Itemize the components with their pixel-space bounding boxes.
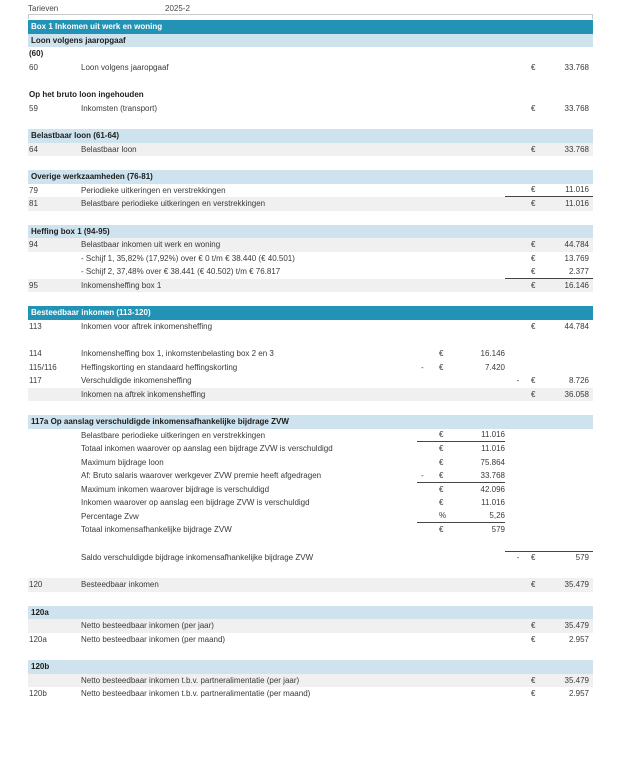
table-row bbox=[28, 88, 593, 102]
mid-currency-symbol: € bbox=[439, 470, 444, 480]
table-row bbox=[28, 184, 593, 198]
spacer-row bbox=[28, 211, 593, 225]
mid-amount-group bbox=[417, 429, 505, 443]
table-row bbox=[28, 102, 593, 116]
right-value: 35.479 bbox=[564, 621, 589, 631]
row-label: Maximum bijdrage loon bbox=[81, 457, 164, 467]
mid-amount-group bbox=[417, 238, 505, 252]
table-row bbox=[28, 429, 593, 443]
section-header bbox=[28, 306, 593, 320]
mid-currency-symbol: € bbox=[439, 362, 444, 372]
mid-value: 75.864 bbox=[480, 457, 505, 467]
right-amount-group bbox=[505, 61, 593, 75]
table-row bbox=[28, 456, 593, 470]
table-row bbox=[28, 252, 593, 266]
row-label: (60) bbox=[29, 49, 44, 59]
right-amount-group bbox=[505, 238, 593, 252]
right-value: 2.957 bbox=[568, 634, 589, 644]
right-value: 33.768 bbox=[564, 144, 589, 154]
row-label: Af: Bruto salaris waarover werkgever ZVW premie heeft afgedragen bbox=[81, 471, 322, 481]
mid-amount-group bbox=[417, 143, 505, 157]
mid-currency-symbol: € bbox=[439, 444, 444, 454]
mid-amount-group bbox=[417, 102, 505, 116]
right-amount-group bbox=[505, 252, 593, 266]
mid-amount-group bbox=[417, 510, 505, 524]
row-label: Heffingskorting en standaard heffingskorting bbox=[81, 362, 238, 372]
row-code: 79 bbox=[29, 185, 38, 195]
mid-amount-group bbox=[417, 456, 505, 470]
right-amount-group bbox=[505, 483, 593, 497]
row-code: 114 bbox=[29, 349, 42, 359]
right-currency-symbol: € bbox=[531, 280, 536, 290]
mid-currency-symbol: € bbox=[439, 457, 444, 467]
spacer-row bbox=[28, 74, 593, 88]
row-label: Inkomen na aftrek inkomensheffing bbox=[81, 389, 206, 399]
subsection-header bbox=[28, 606, 593, 620]
tariff-label: Tarieven bbox=[28, 4, 59, 13]
right-amount-group bbox=[505, 361, 593, 375]
row-code: 117 bbox=[29, 376, 42, 386]
subsection-header bbox=[28, 660, 593, 674]
mid-amount-group bbox=[417, 361, 505, 375]
mid-amount-group bbox=[417, 496, 505, 510]
right-value: 36.058 bbox=[564, 389, 589, 399]
right-currency-symbol: € bbox=[531, 103, 536, 113]
table-row bbox=[28, 687, 593, 701]
row-code: 120a bbox=[29, 634, 47, 644]
spacer-row bbox=[28, 292, 593, 306]
row-label: Besteedbaar inkomen bbox=[81, 580, 159, 590]
subsection-header bbox=[28, 34, 593, 48]
mid-amount-group bbox=[417, 374, 505, 388]
row-code: 95 bbox=[29, 280, 38, 290]
right-amount-group bbox=[505, 388, 593, 402]
right-value: 35.479 bbox=[564, 675, 589, 685]
subsection-header bbox=[28, 170, 593, 184]
row-label: Inkomen waarover op aanslag een bijdrage ZVW is verschuldigd bbox=[81, 498, 310, 508]
mid-currency-symbol: € bbox=[439, 484, 444, 494]
section-title: Belastbaar loon (61-64) bbox=[31, 131, 120, 141]
mid-amount-group bbox=[417, 551, 505, 565]
right-amount-group bbox=[505, 429, 593, 443]
row-label: Netto besteedbaar inkomen t.b.v. partneralimentatie (per jaar) bbox=[81, 675, 300, 685]
mid-amount-group bbox=[417, 633, 505, 647]
right-amount-group bbox=[505, 102, 593, 116]
row-label: Maximum inkomen waarover bijdrage is verschuldigd bbox=[81, 484, 270, 494]
right-currency-symbol: € bbox=[531, 185, 536, 195]
spacer-row bbox=[28, 401, 593, 415]
section-title: 117a Op aanslag verschuldigde inkomensafhankelijke bijdrage ZVW bbox=[31, 417, 289, 427]
right-value: 8.726 bbox=[568, 376, 589, 386]
table-row bbox=[28, 374, 593, 388]
right-value: 13.769 bbox=[564, 253, 589, 263]
section-title: Box 1 Inkomen uit werk en woning bbox=[31, 22, 163, 32]
mid-amount-group bbox=[417, 687, 505, 701]
right-value: 11.016 bbox=[565, 199, 589, 209]
mid-value: 5,26 bbox=[489, 511, 505, 521]
section-title: 120a bbox=[31, 607, 49, 617]
table-row bbox=[28, 320, 593, 334]
mid-amount-group bbox=[417, 184, 505, 198]
mid-currency-symbol: % bbox=[439, 511, 447, 521]
mid-amount-group bbox=[417, 483, 505, 497]
section-title: Besteedbaar inkomen (113-120) bbox=[31, 308, 151, 318]
table-row bbox=[28, 510, 593, 524]
right-amount-group bbox=[505, 674, 593, 688]
right-amount-group bbox=[505, 320, 593, 334]
mid-amount-group bbox=[417, 47, 505, 61]
mid-amount-group bbox=[417, 88, 505, 102]
mid-amount-group bbox=[417, 197, 505, 211]
section-header bbox=[28, 20, 593, 34]
right-value: 11.016 bbox=[565, 185, 589, 195]
row-label: Verschuldigde inkomensheffing bbox=[81, 376, 192, 386]
table-row bbox=[28, 143, 593, 157]
right-amount-group bbox=[505, 88, 593, 102]
section-title: Overige werkzaamheden (76-81) bbox=[31, 172, 153, 182]
table-row bbox=[28, 47, 593, 61]
table-row bbox=[28, 197, 593, 211]
table-row bbox=[28, 61, 593, 75]
row-label: Inkomsten (transport) bbox=[81, 103, 158, 113]
right-currency-symbol: € bbox=[531, 62, 536, 72]
subsection-header bbox=[28, 129, 593, 143]
row-label: - Schijf 2, 37,48% over € 38.441 (€ 40.502) t/m € 76.817 bbox=[81, 267, 281, 277]
spacer-row bbox=[28, 646, 593, 660]
right-value: 2.957 bbox=[568, 689, 589, 699]
right-currency-symbol: € bbox=[531, 689, 536, 699]
table-row bbox=[28, 496, 593, 510]
right-currency-symbol: € bbox=[531, 553, 536, 563]
mid-amount-group bbox=[417, 265, 505, 279]
mid-value: 16.146 bbox=[480, 349, 505, 359]
table-row bbox=[28, 442, 593, 456]
right-amount-group bbox=[505, 510, 593, 524]
row-label: Periodieke uitkeringen en verstrekkingen bbox=[81, 185, 226, 195]
spacer-row bbox=[28, 156, 593, 170]
right-currency-symbol: € bbox=[531, 634, 536, 644]
mid-amount-group bbox=[417, 674, 505, 688]
row-label: - Schijf 1, 35,82% (17,92%) over € 0 t/m € 38.440 (€ 40.501) bbox=[81, 253, 295, 263]
mid-amount-group bbox=[417, 320, 505, 334]
row-label: Netto besteedbaar inkomen (per maand) bbox=[81, 634, 226, 644]
subsection-header bbox=[28, 225, 593, 239]
right-amount-group bbox=[505, 265, 593, 279]
table-row bbox=[28, 523, 593, 537]
right-amount-group bbox=[505, 47, 593, 61]
tariff-bar bbox=[28, 3, 593, 14]
right-amount-group bbox=[505, 633, 593, 647]
row-label: Belastbaar inkomen uit werk en woning bbox=[81, 240, 221, 250]
row-label: Netto besteedbaar inkomen t.b.v. partneralimentatie (per maand) bbox=[81, 689, 311, 699]
row-label: Inkomen voor aftrek inkomensheffing bbox=[81, 321, 213, 331]
right-amount-group bbox=[505, 279, 593, 293]
right-currency-symbol: € bbox=[531, 240, 536, 250]
row-label: Belastbare periodieke uitkeringen en verstrekkingen bbox=[81, 430, 266, 440]
section-title: Heffing box 1 (94-95) bbox=[31, 226, 110, 236]
table-row bbox=[28, 578, 593, 592]
mid-value: 33.768 bbox=[480, 470, 505, 480]
right-amount-group bbox=[505, 551, 593, 565]
mid-amount-group bbox=[417, 388, 505, 402]
row-code: 115/116 bbox=[29, 362, 57, 372]
row-label: Inkomensheffing box 1 bbox=[81, 280, 162, 290]
right-amount-group bbox=[505, 442, 593, 456]
row-label: Op het bruto loon ingehouden bbox=[29, 90, 144, 100]
row-code: 81 bbox=[29, 199, 38, 209]
row-label: Totaal inkomensafhankelijke bijdrage ZVW bbox=[81, 525, 232, 535]
right-minus-sign: - bbox=[516, 376, 520, 386]
right-amount-group bbox=[505, 523, 593, 537]
mid-amount-group bbox=[417, 252, 505, 266]
mid-minus-sign: - bbox=[421, 470, 424, 480]
row-label: Totaal inkomen waarover op aanslag een bijdrage ZVW is verschuldigd bbox=[81, 444, 333, 454]
table-row bbox=[28, 347, 593, 361]
right-value: 2.377 bbox=[568, 266, 589, 276]
right-value: 16.146 bbox=[564, 280, 589, 290]
mid-value: 11.016 bbox=[481, 444, 505, 454]
right-amount-group bbox=[505, 184, 593, 198]
table-row bbox=[28, 633, 593, 647]
row-label: Saldo verschuldigde bijdrage inkomensafhankelijke bijdrage ZVW bbox=[81, 552, 314, 562]
mid-amount-group bbox=[417, 442, 505, 456]
mid-currency-symbol: € bbox=[439, 349, 444, 359]
row-label: Inkomensheffing box 1, inkomstenbelasting box 2 en 3 bbox=[81, 349, 274, 359]
table-row bbox=[28, 483, 593, 497]
spacer-row bbox=[28, 333, 593, 347]
right-amount-group bbox=[505, 143, 593, 157]
right-amount-group bbox=[505, 469, 593, 483]
mid-amount-group bbox=[417, 469, 505, 483]
mid-amount-group bbox=[417, 619, 505, 633]
mid-amount-group bbox=[417, 61, 505, 75]
table-row bbox=[28, 279, 593, 293]
row-label: Loon volgens jaaropgaaf bbox=[81, 62, 169, 72]
row-code: 94 bbox=[29, 240, 38, 250]
right-amount-group bbox=[505, 347, 593, 361]
row-code: 120b bbox=[29, 689, 47, 699]
row-label: Percentage Zvw bbox=[81, 511, 139, 521]
table-row bbox=[28, 551, 593, 565]
table-row bbox=[28, 469, 593, 483]
row-label: Netto besteedbaar inkomen (per jaar) bbox=[81, 621, 214, 631]
right-currency-symbol: € bbox=[531, 321, 536, 331]
section-title: 120b bbox=[31, 662, 50, 672]
section-title: Loon volgens jaaropgaaf bbox=[31, 35, 126, 45]
row-code: 120 bbox=[29, 580, 43, 590]
right-value: 579 bbox=[575, 553, 589, 563]
mid-value: 42.096 bbox=[480, 484, 505, 494]
right-amount-group bbox=[505, 197, 593, 211]
mid-amount-group bbox=[417, 578, 505, 592]
table-row bbox=[28, 265, 593, 279]
row-code: 64 bbox=[29, 144, 38, 154]
right-value: 44.784 bbox=[564, 321, 589, 331]
mid-minus-sign: - bbox=[421, 362, 424, 372]
right-currency-symbol: € bbox=[531, 199, 536, 209]
table-row bbox=[28, 238, 593, 252]
right-currency-symbol: € bbox=[531, 389, 536, 399]
table-row bbox=[28, 361, 593, 375]
right-currency-symbol: € bbox=[531, 144, 536, 154]
right-value: 33.768 bbox=[564, 62, 589, 72]
right-currency-symbol: € bbox=[531, 621, 536, 631]
right-amount-group bbox=[505, 456, 593, 470]
table-row bbox=[28, 619, 593, 633]
mid-currency-symbol: € bbox=[439, 525, 444, 535]
row-code: 113 bbox=[29, 321, 42, 331]
tax-table bbox=[28, 20, 593, 701]
spacer-row bbox=[28, 592, 593, 606]
right-amount-group bbox=[505, 374, 593, 388]
mid-amount-group bbox=[417, 279, 505, 293]
row-code: 60 bbox=[29, 62, 38, 72]
right-amount-group bbox=[505, 496, 593, 510]
row-label: Belastbaar loon bbox=[81, 144, 137, 154]
mid-value: 11.016 bbox=[481, 430, 505, 440]
mid-value: 579 bbox=[491, 525, 505, 535]
right-amount-group bbox=[505, 619, 593, 633]
right-minus-sign: - bbox=[516, 553, 520, 563]
subsection-header bbox=[28, 415, 593, 429]
divider-line bbox=[28, 14, 593, 15]
table-row bbox=[28, 674, 593, 688]
right-currency-symbol: € bbox=[531, 675, 536, 685]
mid-currency-symbol: € bbox=[439, 430, 444, 440]
right-value: 33.768 bbox=[564, 103, 589, 113]
table-row bbox=[28, 388, 593, 402]
row-code: 59 bbox=[29, 103, 38, 113]
right-amount-group bbox=[505, 687, 593, 701]
spacer-row bbox=[28, 564, 593, 578]
right-currency-symbol: € bbox=[531, 376, 536, 386]
mid-currency-symbol: € bbox=[439, 498, 444, 508]
spacer-row bbox=[28, 115, 593, 129]
mid-amount-group bbox=[417, 523, 505, 537]
row-label: Belastbare periodieke uitkeringen en verstrekkingen bbox=[81, 199, 266, 209]
right-amount-group bbox=[505, 578, 593, 592]
mid-value: 7.420 bbox=[484, 362, 505, 372]
right-currency-symbol: € bbox=[531, 580, 536, 590]
mid-value: 11.016 bbox=[481, 498, 505, 508]
right-value: 35.479 bbox=[564, 580, 589, 590]
tariff-period-value[interactable]: 2025-2 bbox=[165, 4, 190, 13]
tax-report bbox=[0, 3, 639, 701]
mid-amount-group bbox=[417, 347, 505, 361]
spacer-row bbox=[28, 537, 593, 551]
right-currency-symbol: € bbox=[531, 266, 536, 276]
right-value: 44.784 bbox=[564, 240, 589, 250]
right-currency-symbol: € bbox=[531, 253, 536, 263]
